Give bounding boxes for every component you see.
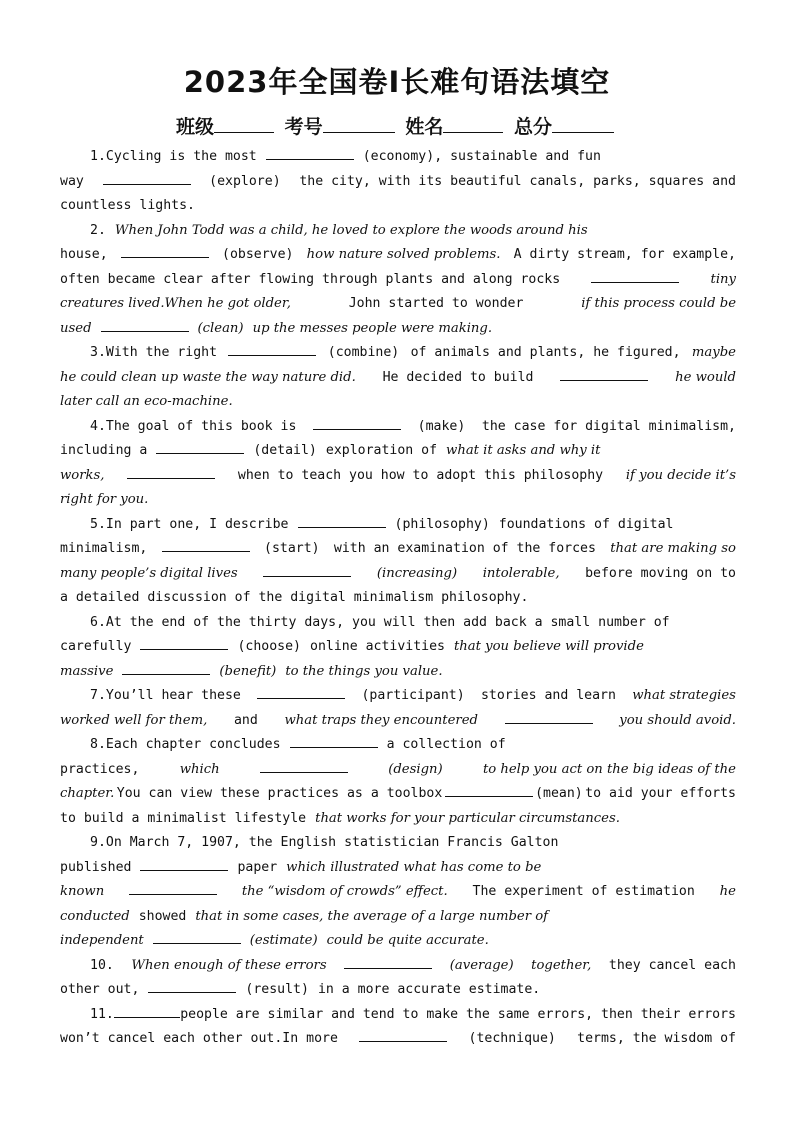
text-line: [60, 880, 736, 905]
text-segment: 7.You’ll hear these: [90, 688, 241, 703]
italic-text: massive: [60, 663, 114, 679]
italic-text: he could clean up waste the way nature did.: [60, 369, 356, 385]
text-segment: minimalism,: [60, 541, 148, 556]
answer-blank[interactable]: [260, 758, 348, 773]
answer-blank[interactable]: [122, 660, 210, 675]
text-segment: they cancel each: [608, 957, 736, 973]
text-line: [60, 243, 736, 268]
text-line: [60, 562, 736, 587]
student-info-row: [0, 112, 794, 139]
text-line: [60, 415, 736, 440]
text-segment: to aid your efforts: [585, 786, 736, 801]
answer-blank[interactable]: [257, 684, 345, 699]
italic-text: what traps they encountered: [284, 712, 478, 728]
answer-blank[interactable]: [140, 635, 228, 650]
text-line: [60, 292, 736, 317]
text-segment: won’t cancel each other out.In more: [60, 1031, 338, 1046]
text-segment: online activities: [310, 639, 445, 654]
text-line: [60, 513, 736, 538]
italic-text: he would: [675, 369, 736, 385]
text-segment: paper: [237, 859, 278, 875]
answer-blank[interactable]: [129, 880, 217, 895]
text-segment: including a: [60, 443, 148, 458]
text-segment: before moving on to: [585, 565, 736, 581]
text-line: [60, 219, 736, 244]
answer-blank[interactable]: [560, 366, 648, 381]
italic-text: that works for your particular circumstances.: [315, 810, 620, 826]
text-line: [60, 170, 736, 195]
answer-blank[interactable]: [140, 856, 228, 871]
score-label: 总分: [513, 116, 552, 138]
text-line: [60, 635, 736, 660]
italic-text: that are making so: [610, 541, 736, 556]
text-line: [60, 194, 736, 219]
text-segment: house,: [60, 247, 108, 262]
text-line: [60, 905, 736, 930]
text-segment: (start): [264, 541, 320, 556]
answer-blank[interactable]: [445, 782, 533, 797]
italic-text: that in some cases, the average of a large number of: [195, 908, 549, 924]
italic-text: known: [60, 884, 105, 899]
italic-text: worked well for them,: [60, 712, 208, 728]
italic-text: independent: [60, 933, 144, 948]
text-segment: to build a minimalist lifestyle: [60, 810, 307, 826]
italic-text: which: [179, 761, 220, 777]
text-segment: countless lights.: [60, 198, 195, 213]
italic-text: you should avoid.: [619, 712, 736, 728]
italic-text: conducted: [60, 908, 130, 924]
text-segment: (economy), sustainable and fun: [362, 149, 601, 164]
text-line: [60, 758, 736, 783]
italic-text: he: [719, 884, 736, 899]
text-segment: exploration of: [325, 443, 438, 458]
text-segment: in a more accurate estimate.: [317, 982, 541, 997]
text-segment: (mean): [535, 786, 583, 801]
text-line: [60, 341, 736, 366]
text-segment: (technique): [468, 1031, 556, 1046]
text-segment: a detailed discussion of the digital minimalism philosophy.: [60, 590, 529, 605]
text-segment: (choose): [237, 639, 301, 654]
text-segment: the city, with its beautiful canals, parks, squares and: [299, 173, 736, 189]
italic-text: (estimate): [249, 933, 318, 948]
italic-text: (design): [388, 761, 443, 777]
text-segment: (observe): [222, 247, 294, 262]
text-line: [60, 978, 736, 1003]
text-segment: (philosophy): [394, 516, 490, 532]
number-label: 考号: [284, 116, 323, 138]
italic-text: many people’s digital lives: [60, 565, 238, 581]
italic-text: what strategies: [632, 688, 736, 703]
italic-text: if you decide it’s: [625, 467, 736, 483]
italic-text: creatures lived.When he got older,: [60, 296, 291, 311]
class-blank[interactable]: [214, 114, 274, 133]
text-segment: 9.On March 7, 1907, the English statistician Francis Galton: [90, 835, 559, 850]
answer-blank[interactable]: [156, 439, 244, 454]
text-line: [60, 954, 736, 979]
text-segment: stories and learn: [480, 688, 616, 703]
text-segment: (result): [245, 982, 309, 997]
text-segment: 2.: [90, 222, 106, 238]
text-line: [60, 439, 736, 464]
text-segment: (participant): [361, 688, 465, 703]
class-label: 班级: [176, 116, 215, 138]
italic-text: (benefit): [219, 663, 277, 679]
text-line: [60, 488, 736, 513]
text-segment: A dirty stream, for example,: [513, 247, 736, 262]
text-line: [60, 929, 736, 954]
text-line: [60, 709, 736, 734]
italic-text: works,: [60, 467, 105, 483]
text-line: [60, 268, 736, 293]
italic-text: together,: [531, 957, 592, 973]
answer-blank[interactable]: [359, 1027, 447, 1042]
answer-blank[interactable]: [153, 929, 241, 944]
italic-text: what it asks and why it: [446, 443, 601, 458]
text-segment: John started to wonder: [348, 296, 524, 311]
text-segment: (make): [417, 418, 466, 434]
text-segment: 10.: [90, 957, 114, 973]
answer-blank[interactable]: [344, 954, 432, 969]
answer-blank[interactable]: [228, 341, 316, 356]
text-segment: You can view these practices as a toolbox: [116, 786, 443, 801]
italic-text: how nature solved problems.: [306, 247, 501, 262]
italic-text: (clean): [197, 320, 244, 336]
answer-blank[interactable]: [121, 243, 209, 258]
text-segment: 5.In part one, I describe: [90, 516, 289, 532]
answer-blank[interactable]: [148, 978, 236, 993]
italic-text: intolerable,: [482, 565, 560, 581]
italic-text: the “wisdom of crowds” effect.: [241, 884, 448, 899]
score-blank[interactable]: [552, 114, 614, 133]
answer-blank[interactable]: [101, 317, 189, 332]
text-line: [60, 1027, 736, 1052]
italic-text: When enough of these errors: [131, 957, 327, 973]
italic-text: which illustrated what has come to be: [286, 859, 542, 875]
text-segment: 3.With the right: [90, 345, 218, 360]
text-segment: and: [233, 712, 258, 728]
italic-text: chapter.: [60, 786, 115, 801]
italic-text: (increasing): [376, 565, 458, 581]
italic-text: up the messes people were making.: [252, 320, 493, 336]
text-segment: 4.The goal of this book is: [90, 418, 297, 434]
text-segment: way: [60, 173, 84, 189]
answer-blank[interactable]: [162, 537, 250, 552]
answer-blank[interactable]: [127, 464, 215, 479]
answer-blank[interactable]: [114, 1003, 180, 1018]
text-line: [60, 586, 736, 611]
answer-blank[interactable]: [505, 709, 593, 724]
text-segment: when to teach you how to adopt this philosophy: [237, 467, 604, 483]
text-segment: (combine): [327, 345, 400, 360]
text-segment: 6.At the end of the thirty days, you will then add back a small number of: [90, 614, 670, 630]
italic-text: to help you act on the big ideas of the: [482, 761, 736, 777]
text-segment: published: [60, 859, 132, 875]
name-label: 姓名: [405, 116, 444, 138]
text-line: [60, 807, 736, 832]
italic-text: right for you.: [60, 492, 149, 507]
exercise-text: [60, 145, 736, 1052]
italic-text: When John Todd was a child, he loved to explore the woods around his: [114, 222, 588, 238]
italic-text: that you believe will provide: [453, 639, 644, 654]
text-line: [60, 145, 736, 170]
text-line: [60, 317, 736, 342]
text-segment: 8.Each chapter concludes: [90, 737, 281, 752]
italic-text: if this process could be: [581, 296, 736, 311]
text-segment: showed: [138, 908, 187, 924]
italic-text: to the things you value.: [285, 663, 443, 679]
text-segment: with an examination of the forces: [333, 541, 596, 556]
italic-text: later call an eco-machine.: [60, 394, 233, 409]
number-blank[interactable]: [323, 114, 395, 133]
answer-blank[interactable]: [591, 268, 679, 283]
text-segment: carefully: [60, 639, 132, 654]
text-line: [60, 611, 736, 636]
italic-text: used: [60, 320, 92, 336]
answer-blank[interactable]: [313, 415, 401, 430]
italic-text: tiny: [710, 271, 736, 287]
text-segment: He decided to build: [382, 369, 534, 385]
text-segment: practices,: [60, 761, 140, 777]
text-line: [60, 390, 736, 415]
name-blank[interactable]: [443, 114, 503, 133]
text-segment: terms, the wisdom of: [577, 1031, 736, 1046]
text-segment: The experiment of estimation: [472, 884, 695, 899]
answer-blank[interactable]: [266, 145, 354, 160]
text-segment: (explore): [209, 173, 281, 189]
text-line: [60, 366, 736, 391]
answer-blank[interactable]: [263, 562, 351, 577]
text-line: [60, 537, 736, 562]
text-segment: of animals and plants, he figured,: [410, 345, 681, 360]
text-segment: people are similar and tend to make the same errors, then their errors: [180, 1006, 736, 1022]
text-line: [60, 831, 736, 856]
text-segment: the case for digital minimalism,: [481, 418, 736, 434]
text-segment: 1.Cycling is the most: [90, 149, 257, 164]
text-line: [60, 1003, 736, 1028]
text-line: [60, 856, 736, 881]
italic-text: (average): [449, 957, 514, 973]
answer-blank[interactable]: [298, 513, 386, 528]
text-segment: a collection of: [386, 737, 506, 752]
text-line: [60, 684, 736, 709]
page-title: 2023年全国卷Ⅰ长难句语法填空: [183, 65, 611, 99]
text-segment: 11.: [90, 1006, 114, 1022]
text-segment: foundations of digital: [498, 516, 674, 532]
text-segment: (detail): [253, 443, 317, 458]
text-segment: other out,: [60, 982, 140, 997]
text-line: [60, 464, 736, 489]
text-line: [60, 733, 736, 758]
answer-blank[interactable]: [103, 170, 191, 185]
text-line: [60, 660, 736, 685]
text-line: [60, 782, 736, 807]
answer-blank[interactable]: [290, 733, 378, 748]
italic-text: could be quite accurate.: [326, 933, 489, 948]
italic-text: maybe: [691, 345, 736, 360]
text-segment: often became clear after flowing through plants and along rocks: [60, 271, 561, 287]
